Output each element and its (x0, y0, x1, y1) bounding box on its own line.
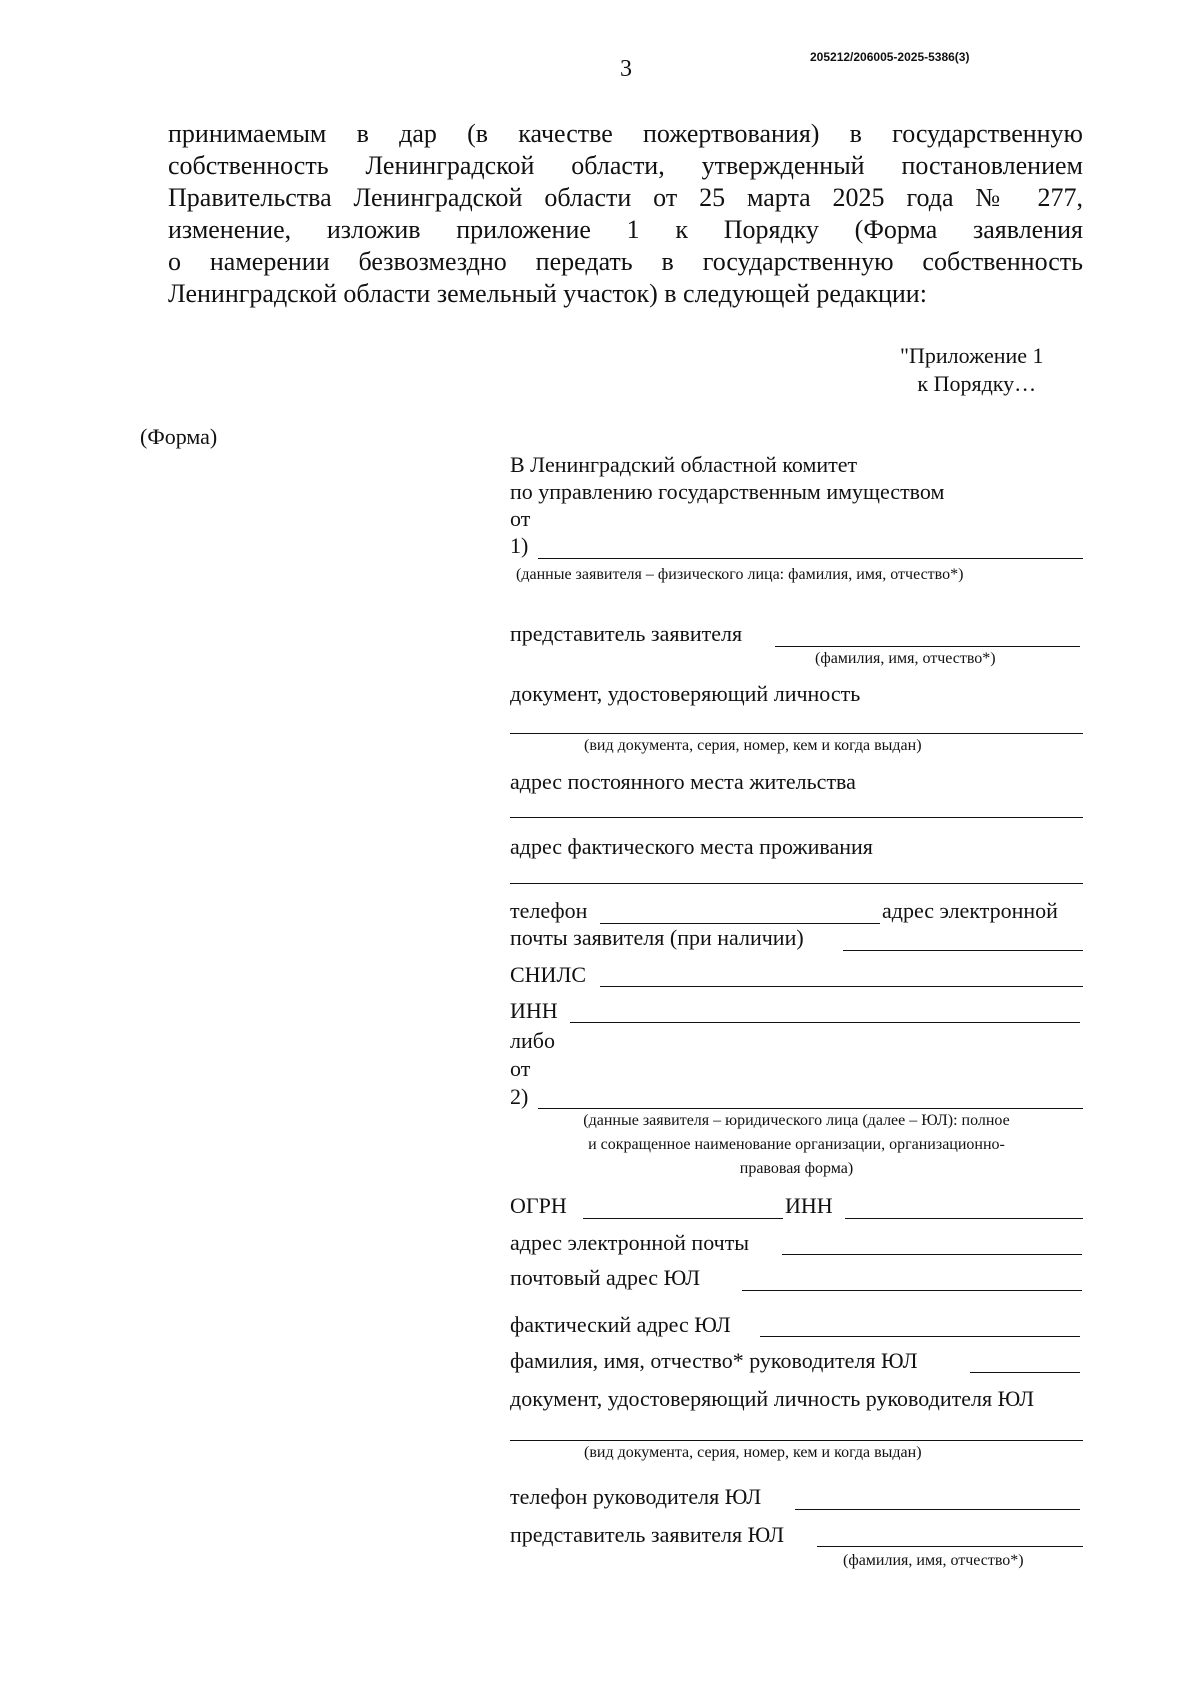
email-label: почты заявителя (при наличии) (510, 925, 804, 950)
inn-field[interactable] (570, 1022, 1080, 1023)
actual-address-label: адрес фактического места проживания (510, 834, 873, 859)
actual-address-field[interactable] (510, 883, 1083, 884)
legal-representative-field[interactable] (817, 1546, 1083, 1547)
ogrn-field[interactable] (583, 1218, 783, 1219)
head-id-doc-field[interactable] (510, 1440, 1083, 1441)
email-legal-field[interactable] (782, 1254, 1082, 1255)
legal-representative-label: представитель заявителя ЮЛ (510, 1522, 785, 1547)
field-caption: правовая форма) (739, 1160, 854, 1177)
email-label: адрес электронной (882, 898, 1058, 923)
permanent-address-field[interactable] (510, 817, 1083, 818)
paragraph-line: Ленинградской области земельный участок) в следующей редакции: (168, 279, 927, 308)
head-id-doc-label: документ, удостоверяющий личность руководителя ЮЛ (510, 1386, 1035, 1411)
head-phone-label: телефон руководителя ЮЛ (510, 1484, 762, 1509)
email-legal-label: адрес электронной почты (510, 1230, 750, 1255)
email-field[interactable] (843, 950, 1083, 951)
paragraph-line: принимаемым в дар (в качестве пожертвования) в государственную (168, 119, 1083, 148)
snils-label: СНИЛС (510, 962, 587, 987)
annex-line: "Приложение 1 (900, 343, 1044, 368)
annex-reference (900, 342, 1044, 398)
inn2-label: ИНН (785, 1193, 833, 1218)
addressee-line: В Ленинградский областной комитет (510, 452, 858, 477)
or-label: либо (510, 1028, 555, 1053)
inn2-field[interactable] (845, 1218, 1083, 1219)
form-label: (Форма) (140, 424, 218, 449)
head-fio-field[interactable] (970, 1372, 1080, 1373)
main-paragraph (168, 118, 1083, 310)
paragraph-line: собственность Ленинградской области, утвержденный постановлением (168, 151, 1083, 180)
paragraph-line: Правительства Ленинградской области от 25 марта 2025 года № 277, (168, 183, 1083, 212)
postal-address-field[interactable] (742, 1290, 1082, 1291)
permanent-address-label: адрес постоянного места жительства (510, 769, 856, 794)
phone-field[interactable] (600, 923, 880, 924)
item-number: 2) (510, 1084, 529, 1109)
postal-address-label: почтовый адрес ЮЛ (510, 1265, 701, 1290)
head-phone-field[interactable] (795, 1509, 1080, 1510)
document-code: 205212/206005-2025-5386(3) (810, 50, 970, 64)
representative-field[interactable] (775, 646, 1080, 647)
phone-label: телефон (510, 898, 588, 923)
item-number: 1) (510, 533, 529, 558)
paragraph-line: изменение, изложив приложение 1 к Порядку (Форма заявления (168, 215, 1083, 244)
addressee-line: по управлению государственным имуществом (510, 479, 945, 504)
field-caption: и сокращенное наименование организации, организационно- (588, 1136, 1005, 1153)
from-label: от (510, 506, 531, 531)
representative-label: представитель заявителя (510, 621, 743, 646)
inn-label: ИНН (510, 998, 558, 1023)
field-caption: (данные заявителя – физического лица: фамилия, имя, отчество*) (516, 566, 964, 583)
from-label: от (510, 1056, 531, 1081)
page-number: 3 (620, 56, 632, 82)
field-caption: (фамилия, имя, отчество*) (843, 1552, 1024, 1569)
applicant-person-field[interactable] (538, 558, 1083, 559)
field-caption: (вид документа, серия, номер, кем и когда выдан) (584, 1444, 922, 1461)
head-fio-label: фамилия, имя, отчество* руководителя ЮЛ (510, 1348, 918, 1373)
field-caption: (фамилия, имя, отчество*) (815, 650, 996, 667)
actual-address-legal-label: фактический адрес ЮЛ (510, 1312, 731, 1337)
field-caption: (вид документа, серия, номер, кем и когда выдан) (584, 737, 922, 754)
paragraph-line: о намерении безвозмездно передать в государственную собственность (168, 247, 1083, 276)
ogrn-label: ОГРН (510, 1193, 567, 1218)
snils-field[interactable] (600, 986, 1083, 987)
id-document-label: документ, удостоверяющий личность (510, 681, 861, 706)
applicant-legal-field[interactable] (538, 1108, 1083, 1109)
id-document-field[interactable] (510, 733, 1083, 734)
actual-address-legal-field[interactable] (760, 1336, 1080, 1337)
annex-line: к Порядку… (917, 371, 1037, 396)
field-caption: (данные заявителя – юридического лица (далее – ЮЛ): полное (583, 1112, 1010, 1129)
